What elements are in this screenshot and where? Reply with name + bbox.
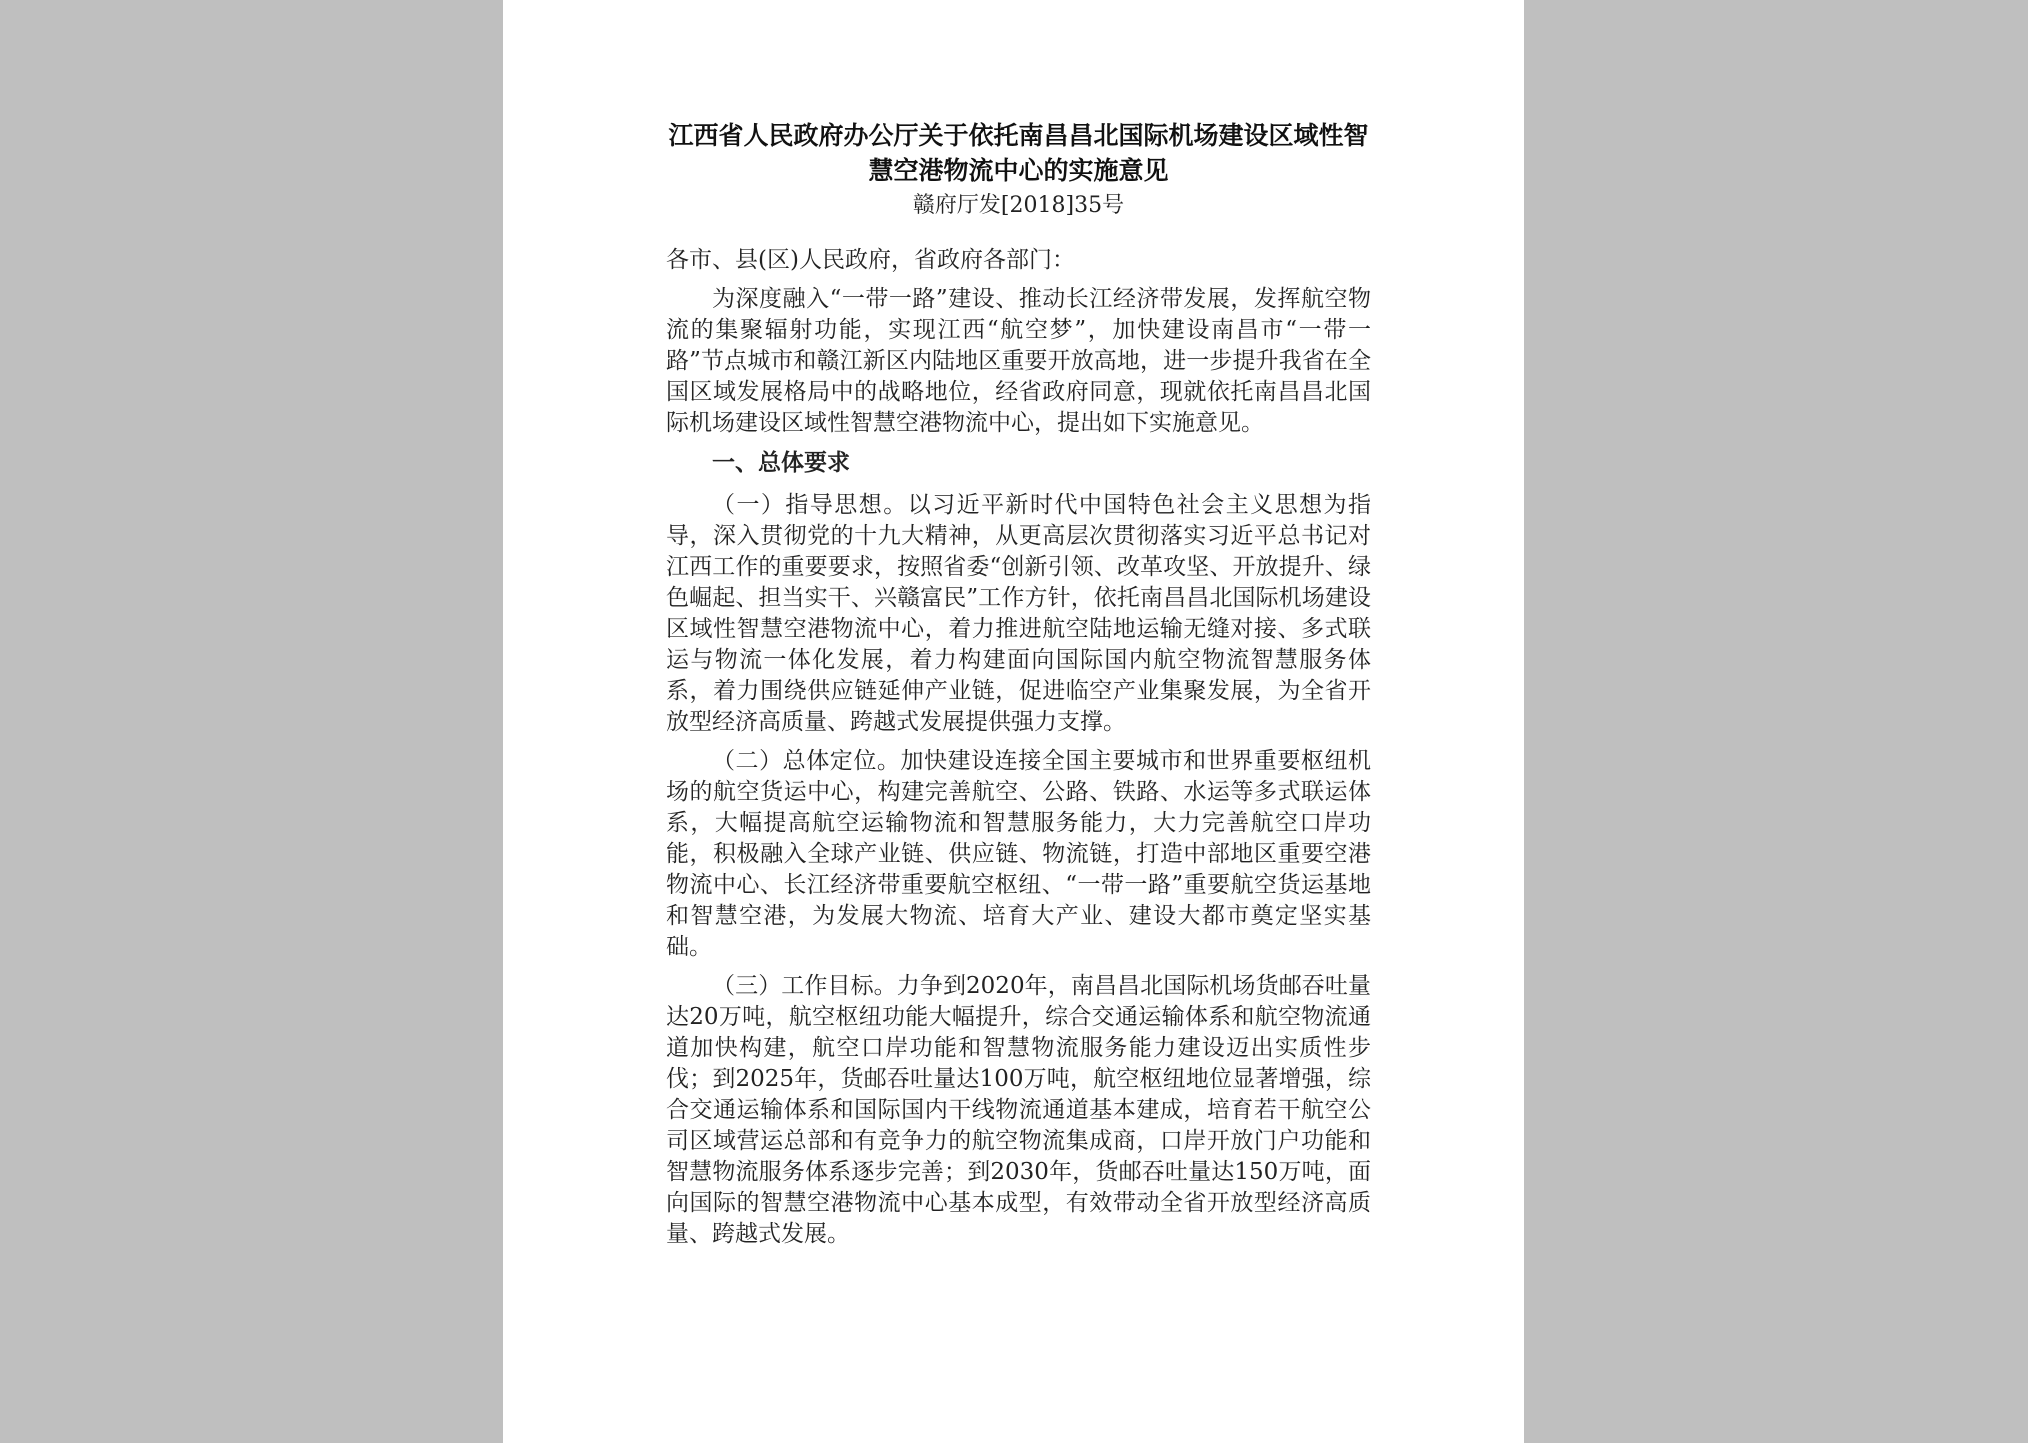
intro-paragraph: 为深度融入“一带一路”建设、推动长江经济带发展，发挥航空物流的集聚辐射功能，实现江西“航空梦”，加快建设南昌市“一带一路”节点城市和赣江新区内陆地区重要开放高地，进一步提升我省在全国区域发展格局中的战略地位，经省政府同意，现就依托南昌昌北国际机场建设区域性智慧空港物流中心，提出如下实施意见。 bbox=[666, 286, 1371, 436]
document-page bbox=[503, 0, 1524, 1443]
section-heading-general-requirements: 一、总体要求 bbox=[712, 449, 850, 476]
paragraph-guiding-ideology: （一）指导思想。以习近平新时代中国特色社会主义思想为指导，深入贯彻党的十九大精神，从更高层次贯彻落实习近平总书记对江西工作的重要要求，按照省委“创新引领、改革攻坚、开放提升、绿色崛起、担当实干、兴赣富民”工作方针，依托南昌昌北国际机场建设区域性智慧空港物流中心，着力推进航空陆地运输无缝对接、多式联运与物流一体化发展，着力构建面向国际国内航空物流智慧服务体系，着力围绕供应链延伸产业链，促进临空产业集聚发展，为全省开放型经济高质量、跨越式发展提供强力支撑。 bbox=[666, 492, 1371, 735]
document-title: 江西省人民政府办公厅关于依托南昌昌北国际机场建设区域性智慧空港物流中心的实施意见 bbox=[668, 121, 1369, 185]
document-number: 赣府厅发[2018]35号 bbox=[912, 193, 1125, 218]
salutation: 各市、县(区)人民政府，省政府各部门： bbox=[666, 247, 1075, 273]
paragraph-overall-positioning: （二）总体定位。加快建设连接全国主要城市和世界重要枢纽机场的航空货运中心，构建完善航空、公路、铁路、水运等多式联运体系，大幅提高航空运输物流和智慧服务能力，大力完善航空口岸功能，积极融入全球产业链、供应链、物流链，打造中部地区重要空港物流中心、长江经济带重要航空枢纽、“一带一路”重要航空货运基地和智慧空港，为发展大物流、培育大产业、建设大都市奠定坚实基础。 bbox=[666, 748, 1371, 960]
document-content bbox=[666, 118, 1371, 1258]
paragraph-work-objectives: （三）工作目标。力争到2020年，南昌昌北国际机场货邮吞吐量达20万吨，航空枢纽功能大幅提升，综合交通运输体系和航空物流通道加快构建，航空口岸功能和智慧物流服务能力建设迈出实质性步伐；到2025年，货邮吞吐量达100万吨，航空枢纽地位显著增强，综合交通运输体系和国际国内干线物流通道基本建成，培育若干航空公司区域营运总部和有竞争力的航空物流集成商，口岸开放门户功能和智慧物流服务体系逐步完善；到2030年，货邮吞吐量达150万吨，面向国际的智慧空港物流中心基本成型，有效带动全省开放型经济高质量、跨越式发展。 bbox=[666, 973, 1371, 1247]
